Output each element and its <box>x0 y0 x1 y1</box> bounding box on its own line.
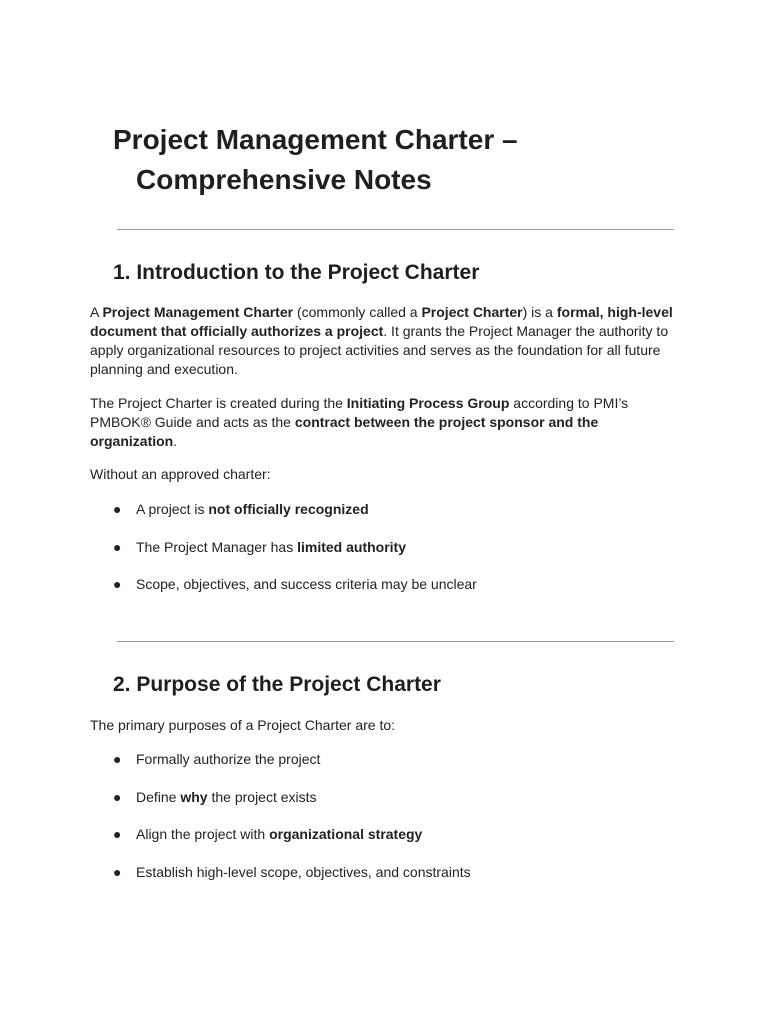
list-item <box>90 750 680 788</box>
text-run: (commonly called a <box>293 304 422 320</box>
text-run: the project exists <box>207 788 317 805</box>
text-run: The Project Manager has <box>136 538 298 555</box>
text-run: according to PMI’s PMBOK® Guide and acts as the <box>90 395 629 430</box>
bullet-icon: ● <box>113 751 122 767</box>
section-1-paragraph-2 <box>90 394 680 451</box>
list-item <box>90 575 680 613</box>
bold-text: Project Management Charter <box>102 304 294 320</box>
text-run: Scope, objectives, and success criteria may be unclear <box>136 576 477 592</box>
bullet-icon: ● <box>113 501 122 517</box>
text-run: A <box>90 304 103 320</box>
text-run: Establish high-level scope, objectives, and constraints <box>136 863 471 880</box>
text-run: . It grants the Project Manager the authority to apply organizational resources to project activities and serves as the foundation for all future planning and execution. <box>90 323 669 377</box>
bold-text: organizational strategy <box>269 826 423 842</box>
divider-top <box>117 229 674 230</box>
bold-text: why <box>180 788 208 805</box>
text-run: Formally authorize the project <box>136 751 321 767</box>
page-title <box>113 120 713 200</box>
section-2-bullet-list <box>90 750 680 900</box>
text-run: The Project Charter is created during the <box>90 395 347 411</box>
bullet-icon: ● <box>113 826 122 842</box>
section-1-bullet-list <box>90 500 680 613</box>
text-run: Define <box>136 788 181 805</box>
section-1-heading: 1. Introduction to the Project Charter <box>113 261 480 284</box>
text-run: Align the project with <box>136 826 270 842</box>
bullet-icon: ● <box>113 576 122 592</box>
bullet-icon: ● <box>113 863 122 880</box>
section-2-heading: 2. Purpose of the Project Charter <box>113 673 441 696</box>
section-1-paragraph-1 <box>90 303 680 379</box>
list-item <box>90 863 680 901</box>
bullet-icon: ● <box>113 788 122 805</box>
bold-text: Initiating Process Group <box>346 395 510 411</box>
list-item <box>90 538 680 576</box>
text-run: ) is a <box>522 304 557 320</box>
bold-text: not officially recognized <box>208 501 369 517</box>
text-run: . <box>173 433 178 449</box>
section-2-paragraph-1: The primary purposes of a Project Charter are to: <box>90 717 396 733</box>
list-item <box>90 500 680 538</box>
bold-text: formal, high-level document that officially authorizes a project <box>90 304 673 339</box>
section-1-paragraph-3: Without an approved charter: <box>90 466 271 482</box>
bold-text: Project Charter <box>421 304 523 320</box>
list-item <box>90 788 680 826</box>
text-run: A project is <box>136 501 209 517</box>
list-item <box>90 825 680 863</box>
title-line-2: Comprehensive Notes <box>136 164 432 195</box>
divider-middle <box>117 641 674 642</box>
bold-text: contract between the project sponsor and the organization <box>90 414 599 449</box>
bold-text: limited authority <box>297 538 406 555</box>
bullet-icon: ● <box>113 538 122 555</box>
title-line-1: Project Management Charter – <box>113 124 518 155</box>
